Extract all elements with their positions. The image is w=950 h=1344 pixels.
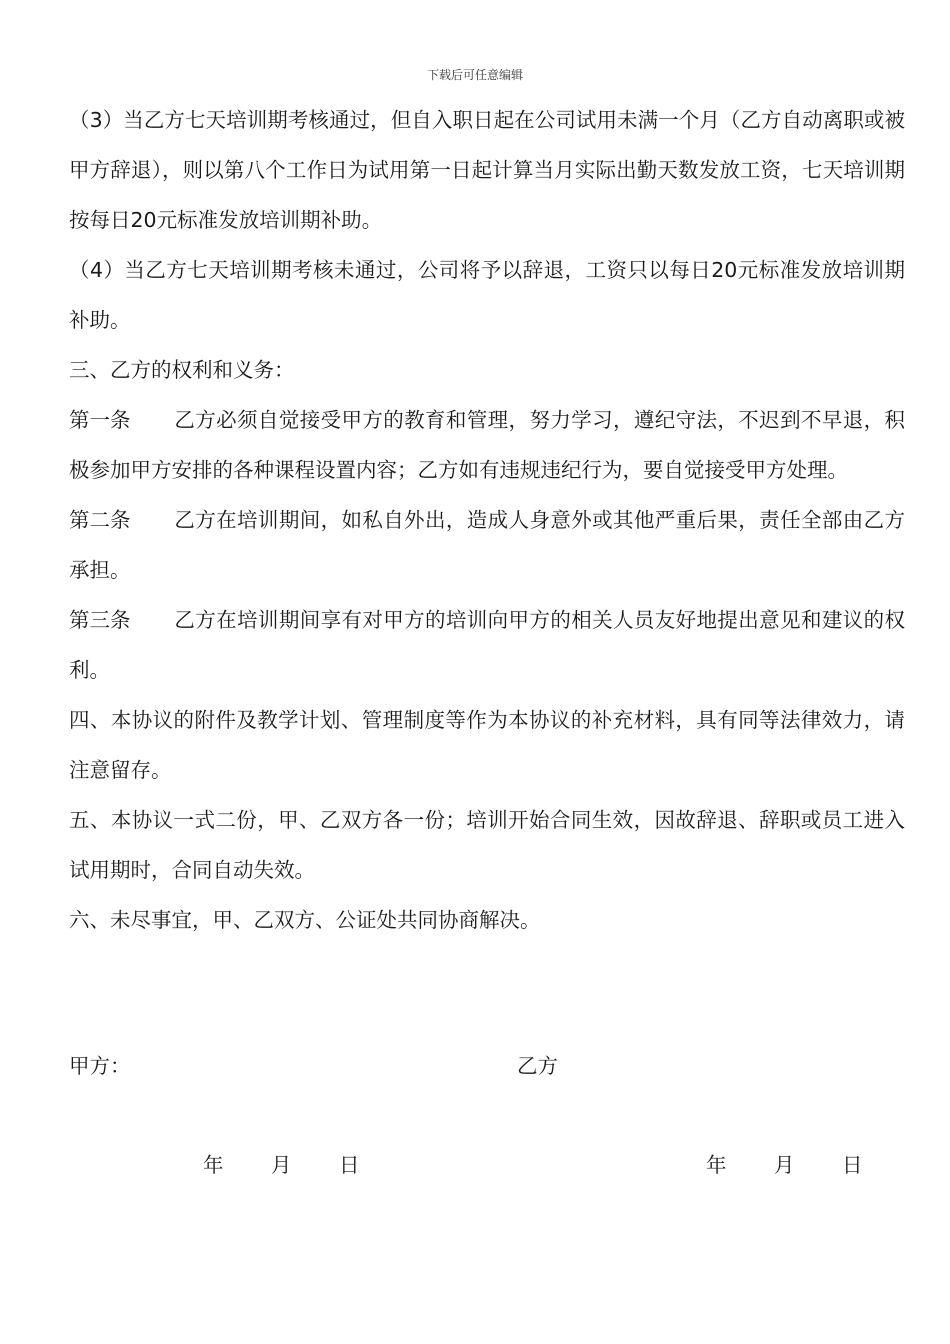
party-a-day: 日 [339, 1153, 360, 1177]
party-b-year: 年 [706, 1153, 727, 1177]
section-5-copies: 五、本协议一式二份，甲、乙双方各一份；培训开始合同生效，因故辞退、辞职或员工进入试用期时，合同自动失效。 [69, 808, 905, 882]
article-3-head: 第三条 [69, 608, 131, 632]
article-2 [69, 495, 905, 595]
party-b-day: 日 [842, 1153, 863, 1177]
section-4-attachments: 四、本协议的附件及教学计划、管理制度等作为本协议的补充材料，具有同等法律效力，请注意留存。 [69, 708, 905, 782]
section-heading-rights: 三、乙方的权利和义务： [69, 358, 295, 382]
party-a-month: 月 [271, 1153, 292, 1177]
party-b-label: 乙方 [517, 1054, 558, 1078]
section-6-unresolved: 六、未尽事宜，甲、乙双方、公证处共同协商解决。 [69, 908, 541, 932]
article-1-head: 第一条 [69, 408, 131, 432]
party-a-year: 年 [203, 1153, 224, 1177]
article-2-text: 乙方在培训期间，如私自外出，造成人身意外或其他严重后果，责任全部由乙方承担。 [69, 508, 905, 582]
header-note: 下载后可任意编辑 [426, 68, 523, 82]
paragraph-clause-3: （3）当乙方七天培训期考核通过，但自入职日起在公司试用未满一个月（乙方自动离职或被甲方辞退），则以第八个工作日为试用第一日起计算当月实际出勤天数发放工资，七天培训期按每日20元标准发放培训期补助。 [69, 108, 905, 232]
party-b-month: 月 [774, 1153, 795, 1177]
article-1-text: 乙方必须自觉接受甲方的教育和管理，努力学习，遵纪守法，不迟到不早退，积极参加甲方安排的各种课程设置内容；乙方如有违规违纪行为，要自觉接受甲方处理。 [69, 408, 905, 482]
article-1 [69, 395, 905, 495]
article-2-head: 第二条 [69, 508, 131, 532]
party-a-label: 甲方： [69, 1054, 131, 1078]
article-3 [69, 595, 905, 695]
document-body [69, 95, 905, 945]
paragraph-clause-4: （4）当乙方七天培训期考核未通过，公司将予以辞退，工资只以每日20元标准发放培训期补助。 [69, 258, 905, 332]
article-3-text: 乙方在培训期间享有对甲方的培训向甲方的相关人员友好地提出意见和建议的权利。 [69, 608, 905, 682]
